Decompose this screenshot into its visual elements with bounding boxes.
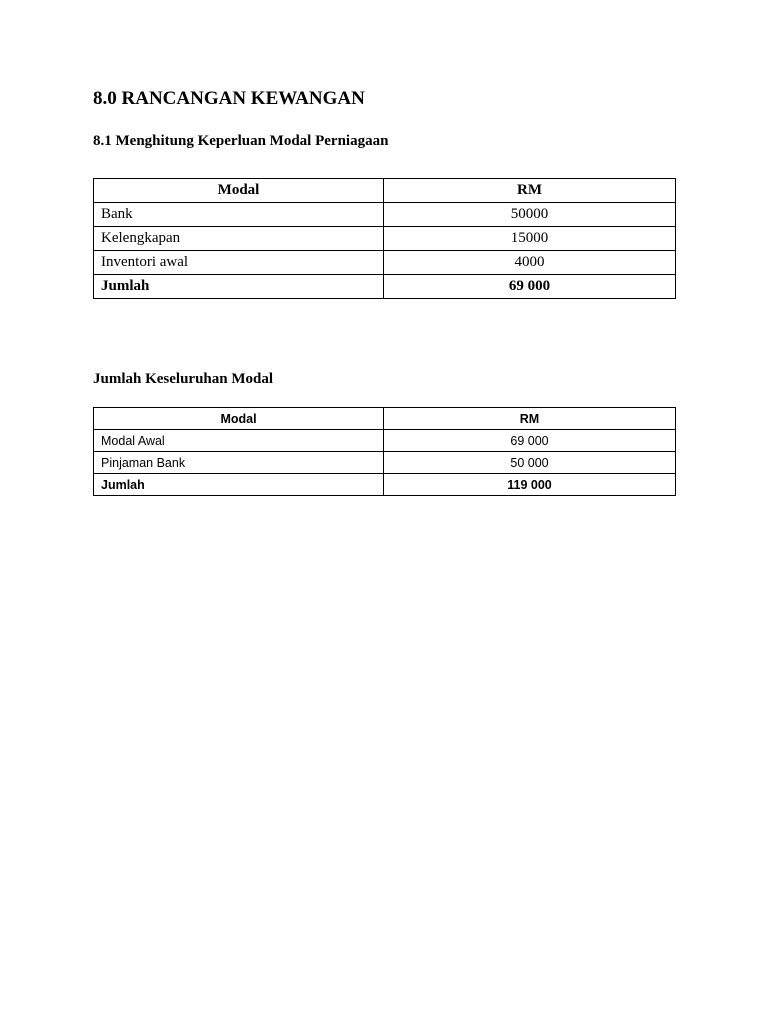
- column-header-rm: RM: [384, 408, 676, 430]
- row-value: 50 000: [384, 452, 676, 474]
- table-header-row: [94, 179, 676, 203]
- table-total-row: [94, 474, 676, 496]
- total-label: Jumlah: [94, 275, 384, 299]
- table-total-row: [94, 275, 676, 299]
- row-value: 69 000: [384, 430, 676, 452]
- row-value: 50000: [384, 203, 676, 227]
- total-value: 69 000: [384, 275, 676, 299]
- row-label: Inventori awal: [94, 251, 384, 275]
- page-title: 8.0 RANCANGAN KEWANGAN: [93, 88, 365, 109]
- row-value: 4000: [384, 251, 676, 275]
- row-label: Modal Awal: [94, 430, 384, 452]
- table-row: [94, 430, 676, 452]
- total-value: 119 000: [384, 474, 676, 496]
- table-header-row: [94, 408, 676, 430]
- column-header-modal: Modal: [94, 179, 384, 203]
- column-header-modal: Modal: [94, 408, 384, 430]
- table-row: [94, 251, 676, 275]
- row-label: Kelengkapan: [94, 227, 384, 251]
- row-label: Pinjaman Bank: [94, 452, 384, 474]
- total-label: Jumlah: [94, 474, 384, 496]
- section-title-total-capital: Jumlah Keseluruhan Modal: [93, 371, 274, 387]
- table-row: [94, 227, 676, 251]
- section-title-capital-requirement: 8.1 Menghitung Keperluan Modal Perniagaan: [93, 133, 389, 149]
- table-row: [94, 203, 676, 227]
- column-header-rm: RM: [384, 179, 676, 203]
- total-capital-table: [93, 407, 676, 496]
- row-value: 15000: [384, 227, 676, 251]
- row-label: Bank: [94, 203, 384, 227]
- capital-requirement-table: [93, 178, 676, 299]
- table-row: [94, 452, 676, 474]
